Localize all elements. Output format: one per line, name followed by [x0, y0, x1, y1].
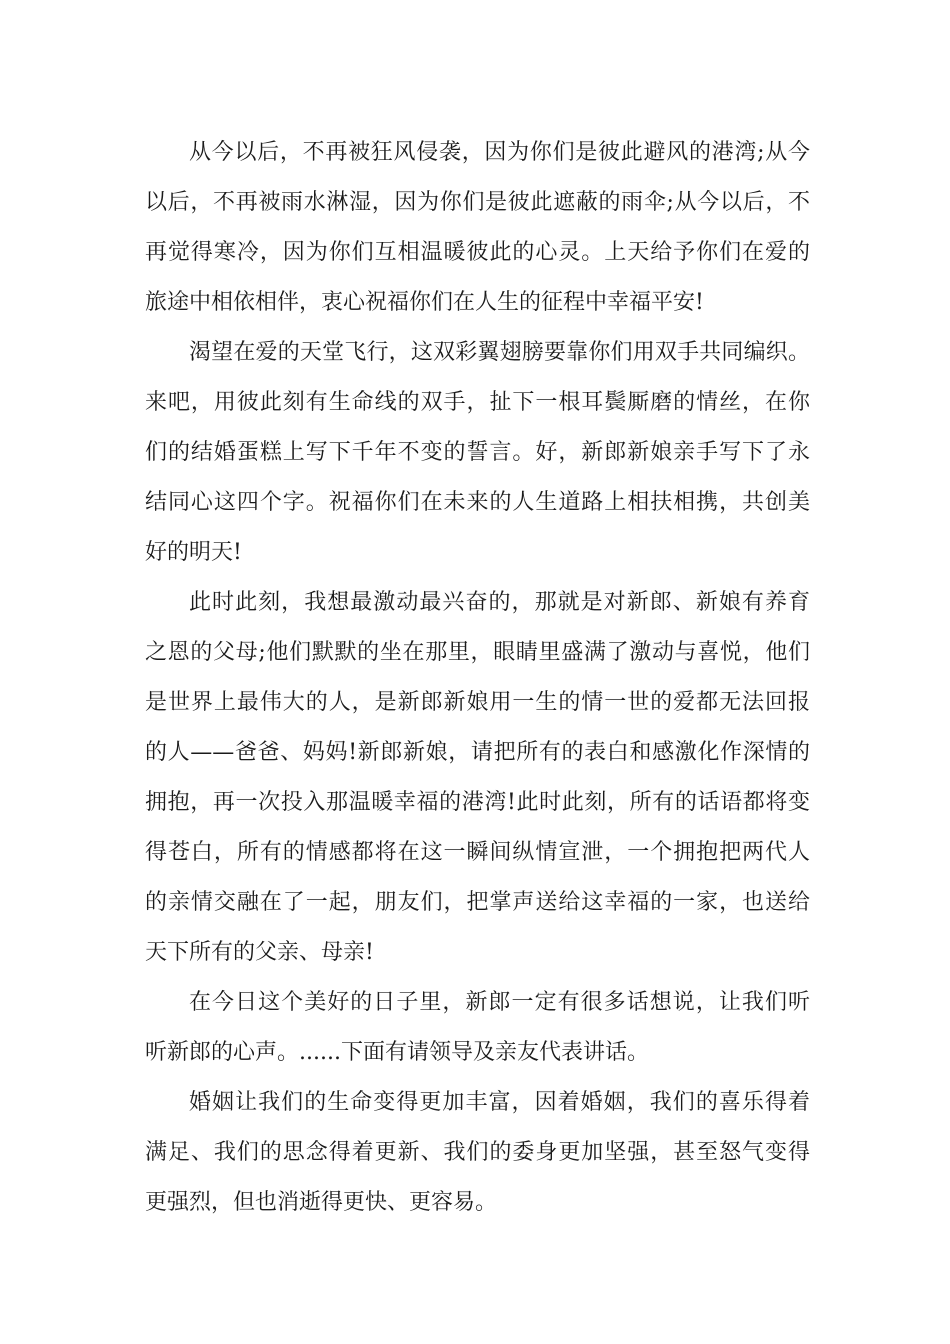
paragraph-2 [145, 328, 810, 578]
document-body [145, 128, 810, 1228]
paragraph-3 [145, 578, 810, 978]
paragraph-line: 好的明天! [145, 540, 242, 565]
paragraph-line: 们的结婚蛋糕上写下千年不变的誓言。好，新郎新娘亲手写下了永 [145, 440, 810, 465]
paragraph-line: 结同心这四个字。祝福你们在未来的人生道路上相扶相携，共创美 [145, 490, 810, 515]
paragraph-line: 更强烈，但也消逝得更快、更容易。 [145, 1190, 498, 1215]
paragraph-line: 拥抱，再一次投入那温暖幸福的港湾!此时此刻，所有的话语都将变 [145, 790, 810, 815]
paragraph-line: 渴望在爱的天堂飞行，这双彩翼翅膀要靠你们用双手共同编织。 [189, 340, 810, 365]
paragraph-4 [145, 978, 810, 1078]
paragraph-line: 在今日这个美好的日子里，新郎一定有很多话想说，让我们听 [189, 990, 810, 1015]
paragraph-line: 之恩的父母;他们默默的坐在那里，眼睛里盛满了激动与喜悦，他们 [145, 640, 810, 665]
paragraph-line: 满足、我们的思念得着更新、我们的委身更加坚强，甚至怒气变得 [145, 1140, 810, 1165]
paragraph-1 [145, 128, 810, 328]
paragraph-line: 再觉得寒冷，因为你们互相温暖彼此的心灵。上天给予你们在爱的 [145, 240, 810, 265]
paragraph-line: 听新郎的心声。......下面有请领导及亲友代表讲话。 [145, 1040, 649, 1065]
paragraph-line: 婚姻让我们的生命变得更加丰富，因着婚姻，我们的喜乐得着 [189, 1090, 810, 1115]
paragraph-line: 此时此刻，我想最激动最兴奋的，那就是对新郎、新娘有养育 [189, 590, 810, 615]
paragraph-line: 从今以后，不再被狂风侵袭，因为你们是彼此避风的港湾;从今 [189, 140, 810, 165]
paragraph-line: 旅途中相依相伴，衷心祝福你们在人生的征程中幸福平安! [145, 290, 704, 315]
paragraph-line: 的人——爸爸、妈妈!新郎新娘，请把所有的表白和感激化作深情的 [145, 740, 810, 765]
paragraph-line: 来吧，用彼此刻有生命线的双手，扯下一根耳鬓厮磨的情丝，在你 [145, 390, 810, 415]
paragraph-line: 天下所有的父亲、母亲! [145, 940, 374, 965]
paragraph-line: 的亲情交融在了一起，朋友们，把掌声送给这幸福的一家，也送给 [145, 890, 810, 915]
paragraph-5 [145, 1078, 810, 1228]
paragraph-line: 得苍白，所有的情感都将在这一瞬间纵情宣泄，一个拥抱把两代人 [145, 840, 810, 865]
paragraph-line: 是世界上最伟大的人，是新郎新娘用一生的情一世的爱都无法回报 [145, 690, 810, 715]
paragraph-line: 以后，不再被雨水淋湿，因为你们是彼此遮蔽的雨伞;从今以后，不 [145, 190, 810, 215]
